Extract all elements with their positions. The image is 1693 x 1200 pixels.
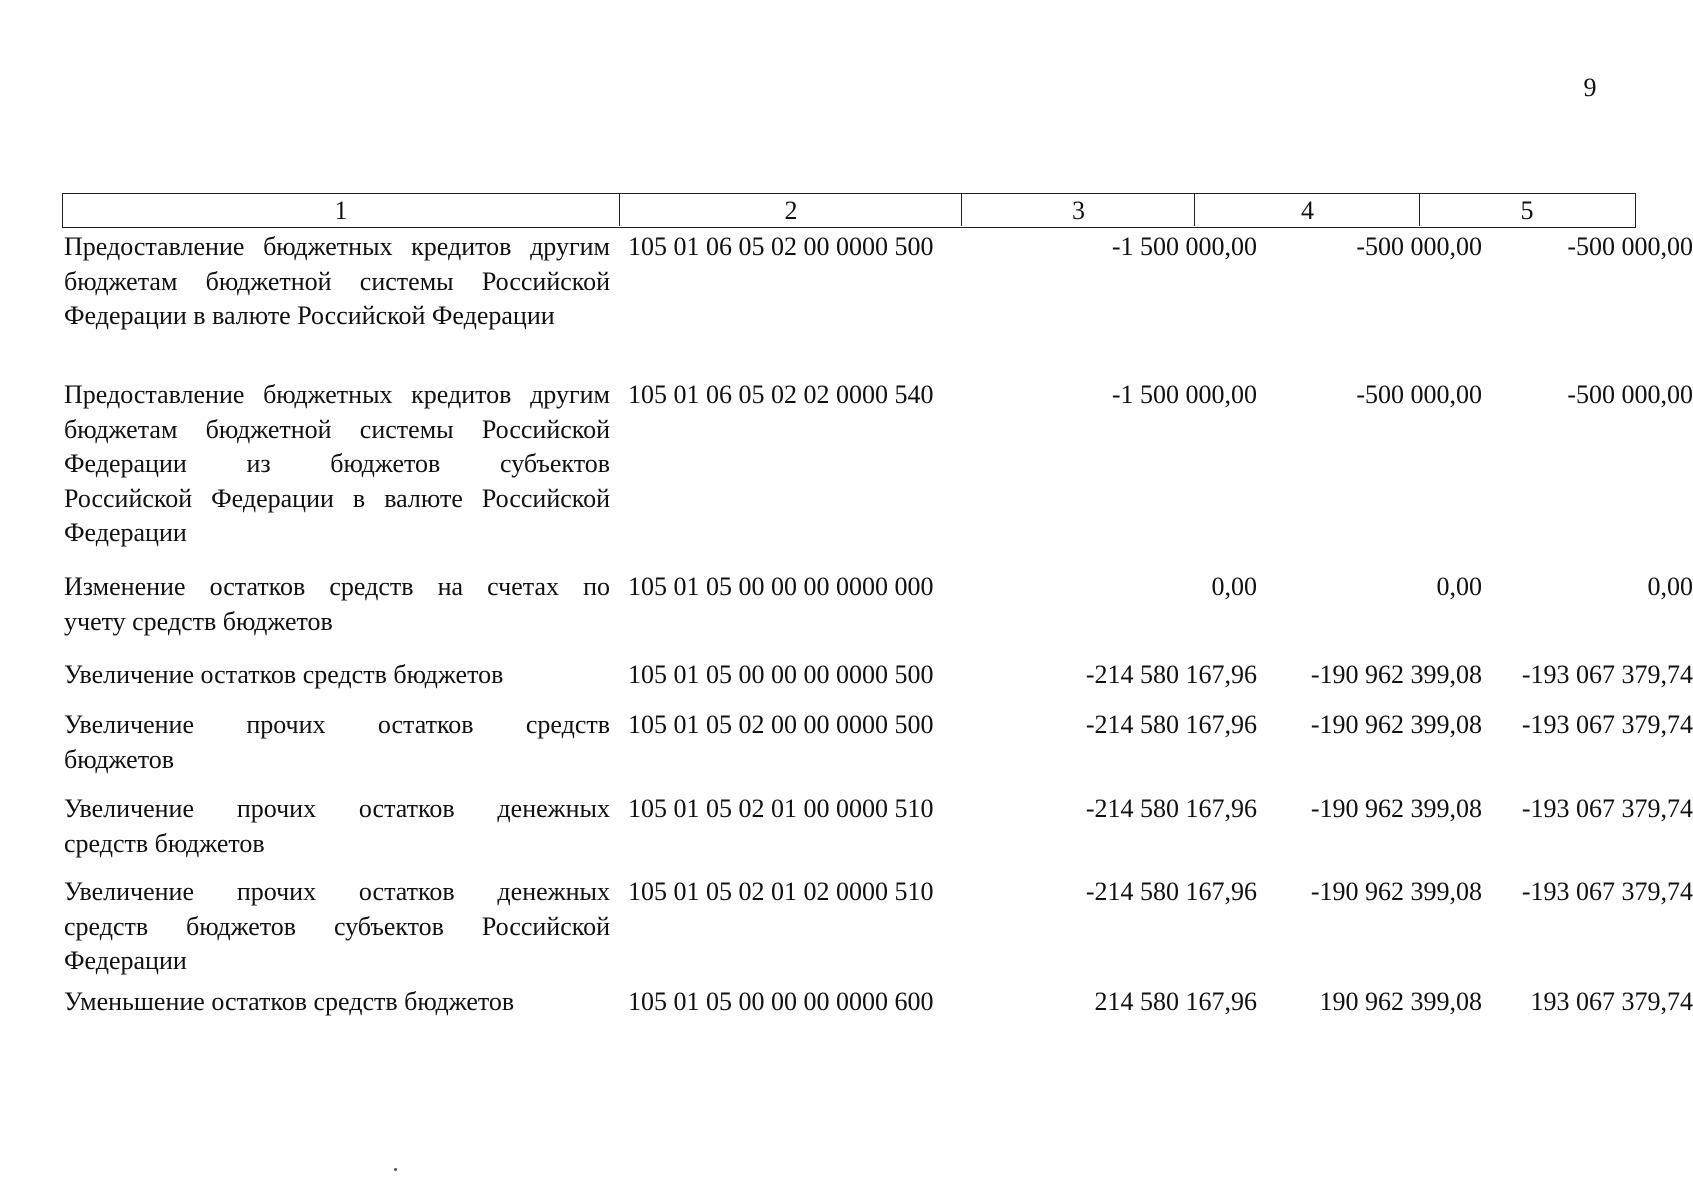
row-value-col4: 0,00 <box>1436 572 1482 601</box>
row-name-line: бюджетов <box>64 744 175 774</box>
row-name-line: Российской Федерации в валюте Российской <box>64 483 610 513</box>
row-name-line: Федерации в валюте Российской Федерации <box>64 301 555 330</box>
row-value-col4: -190 962 399,08 <box>1310 710 1482 739</box>
row-name-line: Увеличение остатков средств бюджетов <box>64 660 504 689</box>
row-code-cell: 105 01 05 02 00 00 0000 500 <box>628 710 934 739</box>
row-value-col4: -500 000,00 <box>1356 380 1482 409</box>
row-name-cell <box>64 875 610 979</box>
row-name-line: Предоставление бюджетных кредитов другим <box>64 380 610 409</box>
row-value-col3: -1 500 000,00 <box>1111 380 1257 409</box>
row-name-line: Федерации <box>64 946 187 975</box>
row-value-col4: 190 962 399,08 <box>1319 987 1482 1016</box>
row-code-cell: 105 01 05 02 01 00 0000 510 <box>628 794 934 823</box>
row-value-col5: -193 067 379,74 <box>1521 877 1693 906</box>
row-value-col3: -214 580 167,96 <box>1085 710 1257 739</box>
row-value-col5: 0,00 <box>1647 572 1693 601</box>
row-value-col5: -193 067 379,74 <box>1521 710 1693 739</box>
row-code-cell: 105 01 05 00 00 00 0000 500 <box>628 660 934 689</box>
row-name-line: Увеличение прочих остатков денежных <box>64 794 610 823</box>
row-name-cell <box>64 658 610 693</box>
row-name-cell <box>64 708 610 777</box>
row-value-col4: -190 962 399,08 <box>1310 660 1482 689</box>
row-name-line: бюджетам бюджетной системы Российской <box>64 266 610 296</box>
row-value-col4: -190 962 399,08 <box>1310 794 1482 823</box>
header-col-3: 3 <box>961 194 1195 226</box>
header-col-2: 2 <box>619 194 962 226</box>
header-col-4: 4 <box>1194 194 1420 226</box>
row-code-cell: 105 01 06 05 02 00 0000 500 <box>628 232 934 261</box>
row-name-cell <box>64 570 610 639</box>
row-value-col3: -214 580 167,96 <box>1085 794 1257 823</box>
row-value-col3: -214 580 167,96 <box>1085 877 1257 906</box>
row-name-line: Уменьшение остатков средств бюджетов <box>64 987 515 1016</box>
row-value-col3: -214 580 167,96 <box>1085 660 1257 689</box>
table-header-row <box>62 193 1636 228</box>
row-code-cell: 105 01 06 05 02 02 0000 540 <box>628 380 934 409</box>
page-number: 9 <box>1583 73 1597 102</box>
row-value-col5: -193 067 379,74 <box>1521 660 1693 689</box>
row-value-col3: 0,00 <box>1211 572 1257 601</box>
row-value-col4: -190 962 399,08 <box>1310 877 1482 906</box>
row-value-col5: 193 067 379,74 <box>1530 987 1693 1016</box>
row-name-cell <box>64 792 610 861</box>
row-name-line: Федерации из бюджетов субъектов <box>64 449 610 478</box>
row-name-line: Увеличение прочих остатков денежных <box>64 877 610 906</box>
row-value-col5: -500 000,00 <box>1567 232 1693 261</box>
row-value-col3: 214 580 167,96 <box>1094 987 1257 1016</box>
stray-dot-mark <box>394 1168 397 1171</box>
row-value-col3: -1 500 000,00 <box>1111 232 1257 261</box>
row-value-col4: -500 000,00 <box>1356 232 1482 261</box>
row-value-col5: -500 000,00 <box>1567 380 1693 409</box>
row-name-line: средств бюджетов субъектов Российской <box>64 911 610 941</box>
row-code-cell: 105 01 05 00 00 00 0000 000 <box>628 572 934 601</box>
row-name-cell <box>64 230 610 334</box>
row-name-line: Предоставление бюджетных кредитов другим <box>64 232 610 261</box>
header-col-1: 1 <box>334 196 348 225</box>
row-value-col5: -193 067 379,74 <box>1521 794 1693 823</box>
row-code-cell: 105 01 05 02 01 02 0000 510 <box>628 877 934 906</box>
row-code-cell: 105 01 05 00 00 00 0000 600 <box>628 987 934 1016</box>
header-col-5: 5 <box>1419 194 1634 226</box>
row-name-line: учету средств бюджетов <box>64 606 333 636</box>
row-name-line: Изменение остатков средств на счетах по <box>64 572 610 601</box>
row-name-cell <box>64 378 610 551</box>
row-name-line: Увеличение прочих остатков средств <box>64 710 610 739</box>
row-name-cell <box>64 985 610 1020</box>
row-name-line: Федерации <box>64 518 187 547</box>
row-name-line: средств бюджетов <box>64 828 265 858</box>
row-name-line: бюджетам бюджетной системы Российской <box>64 414 610 444</box>
